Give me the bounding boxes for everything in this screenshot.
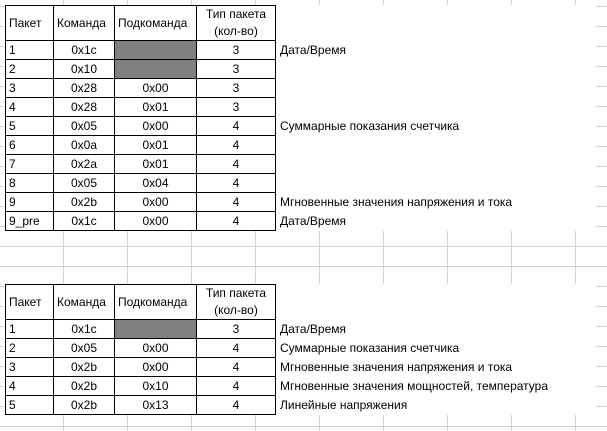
header-type-line2[interactable]: (кол-во) — [197, 302, 276, 320]
table-row — [6, 320, 596, 339]
cell-type[interactable]: 3 — [197, 79, 276, 98]
header-subcommand[interactable]: Подкоманда — [115, 6, 197, 41]
cell-command[interactable]: 0x05 — [54, 117, 115, 136]
cell-subcommand[interactable]: 0x01 — [115, 98, 197, 117]
cell-packet[interactable]: 2 — [6, 60, 54, 79]
cell-note[interactable] — [276, 155, 596, 174]
cell-note[interactable] — [276, 60, 596, 79]
header-subcommand[interactable]: Подкоманда — [115, 285, 197, 320]
cell-type[interactable]: 3 — [197, 98, 276, 117]
table-row — [6, 117, 596, 136]
table-row — [6, 174, 596, 193]
table-row — [6, 98, 596, 117]
header-command[interactable]: Команда — [54, 285, 115, 320]
cell-command[interactable]: 0x28 — [54, 98, 115, 117]
cell-packet[interactable]: 5 — [6, 117, 54, 136]
table-row — [6, 60, 596, 79]
cell-type[interactable]: 4 — [197, 396, 276, 415]
cell-type[interactable]: 4 — [197, 117, 276, 136]
table-row — [6, 212, 596, 231]
cell-note[interactable]: Суммарные показания счетчика — [276, 339, 596, 358]
packet-table-1 — [5, 5, 596, 231]
cell-note[interactable]: Мгновенные значения напряжения и тока — [276, 193, 596, 212]
header-type-line2[interactable]: (кол-во) — [197, 23, 276, 41]
cell-subcommand[interactable] — [115, 320, 197, 339]
cell-command[interactable]: 0x2a — [54, 155, 115, 174]
table-row — [6, 193, 596, 212]
cell-type[interactable]: 4 — [197, 174, 276, 193]
cell-command[interactable]: 0x2b — [54, 358, 115, 377]
header-command[interactable]: Команда — [54, 6, 115, 41]
cell-note[interactable]: Мгновенные значения мощностей, температура — [276, 377, 596, 396]
cell-command[interactable]: 0x0a — [54, 136, 115, 155]
cell-command[interactable]: 0x2b — [54, 193, 115, 212]
header-note-empty-2[interactable] — [276, 302, 596, 320]
cell-subcommand[interactable]: 0x00 — [115, 79, 197, 98]
header-type-line1[interactable]: Тип пакета — [197, 6, 276, 24]
cell-packet[interactable]: 3 — [6, 79, 54, 98]
cell-packet[interactable]: 9 — [6, 193, 54, 212]
cell-packet[interactable]: 6 — [6, 136, 54, 155]
cell-type[interactable]: 4 — [197, 339, 276, 358]
cell-subcommand[interactable] — [115, 41, 197, 60]
table-row — [6, 358, 596, 377]
cell-packet[interactable]: 7 — [6, 155, 54, 174]
table-row — [6, 41, 596, 60]
cell-packet[interactable]: 4 — [6, 377, 54, 396]
table-row — [6, 377, 596, 396]
table-row — [6, 396, 596, 415]
table-row — [6, 339, 596, 358]
cell-packet[interactable]: 5 — [6, 396, 54, 415]
table-row — [6, 155, 596, 174]
cell-type[interactable]: 3 — [197, 60, 276, 79]
cell-subcommand[interactable]: 0x01 — [115, 155, 197, 174]
cell-command[interactable]: 0x2b — [54, 377, 115, 396]
cell-subcommand[interactable]: 0x00 — [115, 193, 197, 212]
cell-note[interactable] — [276, 98, 596, 117]
table-row — [6, 79, 596, 98]
table-2-body — [6, 320, 596, 415]
table-1-body — [6, 41, 596, 231]
cell-note[interactable]: Дата/Время — [276, 41, 596, 60]
cell-packet[interactable]: 9_pre — [6, 212, 54, 231]
cell-note[interactable]: Дата/Время — [276, 212, 596, 231]
cell-type[interactable]: 4 — [197, 155, 276, 174]
table-2-header-row — [6, 285, 596, 303]
cell-note[interactable]: Мгновенные значения напряжения и тока — [276, 358, 596, 377]
cell-subcommand[interactable]: 0x00 — [115, 358, 197, 377]
cell-command[interactable]: 0x05 — [54, 174, 115, 193]
cell-subcommand[interactable]: 0x00 — [115, 212, 197, 231]
cell-command[interactable]: 0x28 — [54, 79, 115, 98]
cell-type[interactable]: 3 — [197, 320, 276, 339]
cell-packet[interactable]: 8 — [6, 174, 54, 193]
header-note-empty[interactable] — [276, 6, 596, 24]
cell-command[interactable]: 0x1c — [54, 212, 115, 231]
cell-command[interactable]: 0x1c — [54, 320, 115, 339]
cell-packet[interactable]: 3 — [6, 358, 54, 377]
packet-table-2 — [5, 284, 596, 415]
cell-packet[interactable]: 1 — [6, 41, 54, 60]
cell-type[interactable]: 3 — [197, 41, 276, 60]
cell-subcommand[interactable]: 0x13 — [115, 396, 197, 415]
cell-subcommand[interactable]: 0x00 — [115, 339, 197, 358]
cell-note[interactable]: Суммарные показания счетчика — [276, 117, 596, 136]
cell-command[interactable]: 0x1c — [54, 41, 115, 60]
header-note-empty-2[interactable] — [276, 23, 596, 41]
header-note-empty[interactable] — [276, 285, 596, 303]
cell-subcommand[interactable]: 0x00 — [115, 117, 197, 136]
table-row — [6, 136, 596, 155]
cell-command[interactable]: 0x05 — [54, 339, 115, 358]
cell-subcommand[interactable]: 0x04 — [115, 174, 197, 193]
cell-packet[interactable]: 2 — [6, 339, 54, 358]
header-type-line1[interactable]: Тип пакета — [197, 285, 276, 303]
cell-note[interactable] — [276, 136, 596, 155]
cell-note[interactable]: Линейные напряжения — [276, 396, 596, 415]
cell-packet[interactable]: 4 — [6, 98, 54, 117]
cell-subcommand[interactable] — [115, 60, 197, 79]
cell-subcommand[interactable]: 0x01 — [115, 136, 197, 155]
cell-type[interactable]: 4 — [197, 136, 276, 155]
cell-packet[interactable]: 1 — [6, 320, 54, 339]
header-packet[interactable]: Пакет — [6, 6, 54, 41]
table-1-header-row — [6, 6, 596, 24]
cell-type[interactable]: 4 — [197, 193, 276, 212]
cell-note[interactable] — [276, 79, 596, 98]
cell-type[interactable]: 4 — [197, 212, 276, 231]
cell-subcommand[interactable]: 0x10 — [115, 377, 197, 396]
cell-command[interactable]: 0x2b — [54, 396, 115, 415]
cell-note[interactable] — [276, 174, 596, 193]
cell-type[interactable]: 4 — [197, 358, 276, 377]
header-packet[interactable]: Пакет — [6, 285, 54, 320]
cell-command[interactable]: 0x10 — [54, 60, 115, 79]
cell-note[interactable]: Дата/Время — [276, 320, 596, 339]
cell-type[interactable]: 4 — [197, 377, 276, 396]
